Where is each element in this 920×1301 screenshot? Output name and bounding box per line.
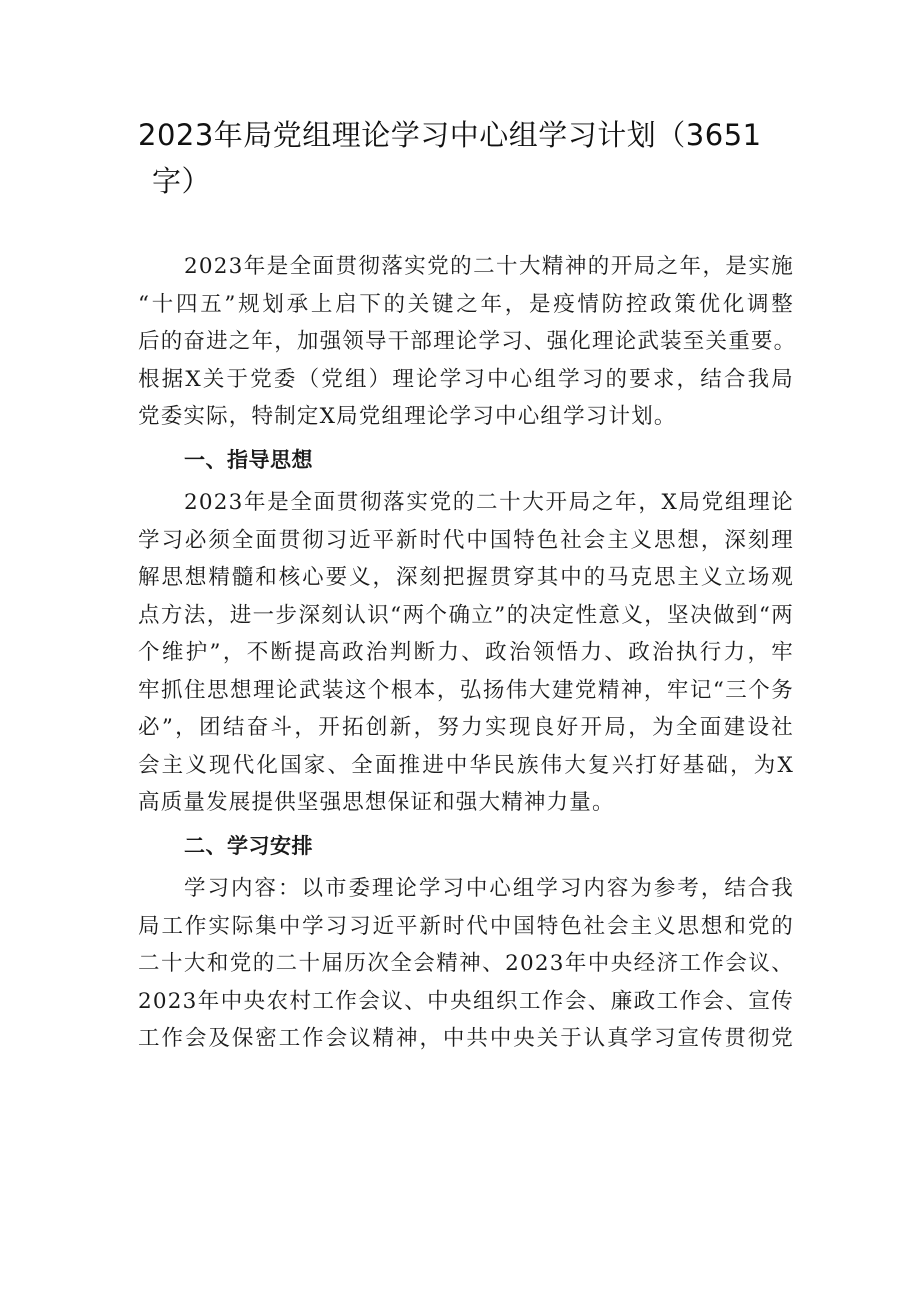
section-heading-guiding-thought xyxy=(138,442,794,480)
text-line: 2023年中央农村工作会议、中央组织工作会、廉政工作会、宣传 xyxy=(138,988,794,1014)
section-heading-study-arrangement xyxy=(138,828,794,866)
heading-text: 二、学习安排 xyxy=(184,833,313,858)
text-line: 点方法，进一步深刻认识“两个确立”的决定性意义，坚决做到“两 xyxy=(138,602,794,628)
text-line: 根据X关于党委（党组）理论学习中心组学习的要求，结合我局 xyxy=(138,366,794,392)
text-line: 2023年是全面贯彻落实党的二十大精神的开局之年，是实施 xyxy=(184,254,794,279)
text-line: 后的奋进之年，加强领导干部理论学习、强化理论武装至关重要。 xyxy=(138,329,797,354)
title-line-1: 2023年局党组理论学习中心组学习计划（3651 xyxy=(138,118,762,152)
text-line: 2023年是全面贯彻落实党的二十大开局之年，X局党组理论 xyxy=(184,490,794,515)
text-line: 会主义现代化国家、全面推进中华民族伟大复兴打好基础，为X xyxy=(138,752,794,778)
intro-paragraph xyxy=(138,248,797,436)
text-line: 牢抓住思想理论武装这个根本，弘扬伟大建党精神，牢记“三个务 xyxy=(138,677,794,703)
text-line: 二十大和党的二十届历次全会精神、2023年中央经济工作会议、 xyxy=(138,951,794,976)
text-line: 必”，团结奋斗，开拓创新，努力实现良好开局，为全面建设社 xyxy=(138,715,794,740)
text-line: 局工作实际集中学习习近平新时代中国特色社会主义思想和党的 xyxy=(138,913,794,939)
text-line: 学习内容：以市委理论学习中心组学习内容为参考，结合我 xyxy=(184,876,794,901)
text-line: 工作会及保密工作会议精神，中共中央关于认真学习宣传贯彻党 xyxy=(138,1026,794,1051)
study-arrangement-paragraph xyxy=(138,870,794,1058)
text-line: 个维护”，不断提高政治判断力、政治领悟力、政治执行力，牢 xyxy=(138,640,794,665)
text-line: 高质量发展提供坚强思想保证和强大精神力量。 xyxy=(138,790,615,815)
text-line: 党委实际，特制定X局党组理论学习中心组学习计划。 xyxy=(138,404,677,429)
text-line: “十四五”规划承上启下的关键之年，是疫情防控政策优化调整 xyxy=(138,291,794,317)
document-title xyxy=(138,112,808,204)
heading-text: 一、指导思想 xyxy=(184,447,313,472)
text-line: 解思想精髓和核心要义，深刻把握贯穿其中的马克思主义立场观 xyxy=(138,565,794,590)
document-body xyxy=(138,248,797,1058)
title-line-2: 字） xyxy=(152,164,212,198)
text-line: 学习必须全面贯彻习近平新时代中国特色社会主义思想，深刻理 xyxy=(138,527,794,553)
guiding-thought-paragraph xyxy=(138,484,794,822)
